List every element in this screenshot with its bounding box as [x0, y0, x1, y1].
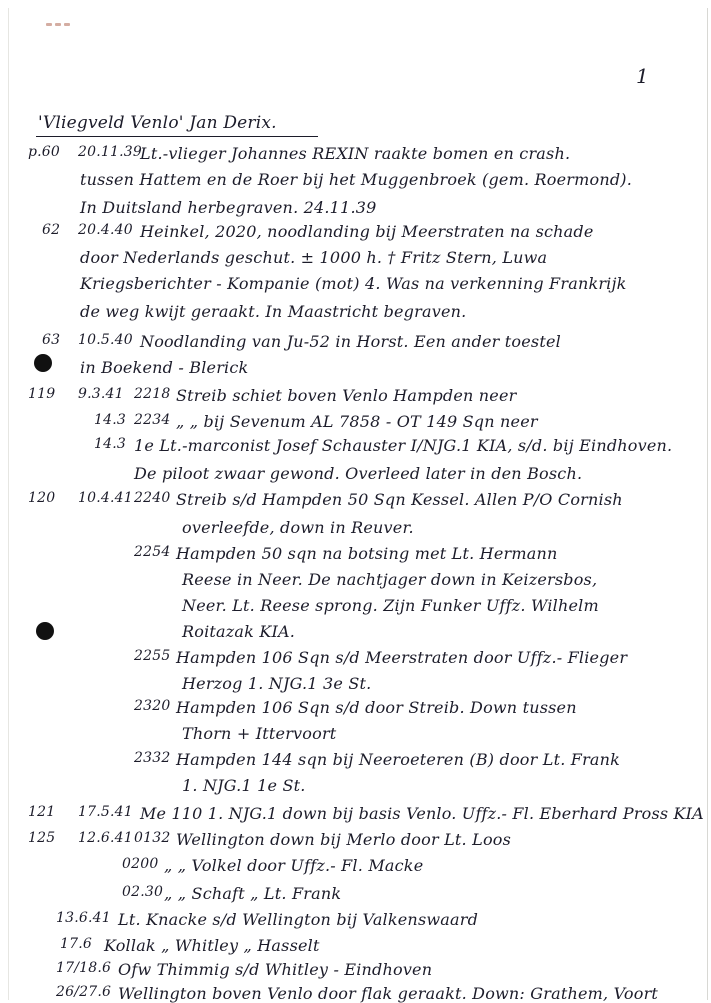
entry-text: 1. NJG.1 1e St.: [182, 776, 306, 795]
entry-date: 10.5.40: [78, 332, 133, 348]
entry-text: Kollak „ Whitley „ Hasselt: [104, 936, 320, 955]
entry-text: Streib schiet boven Venlo Hampden neer: [176, 386, 517, 405]
entry-date: 10.4.41: [78, 490, 133, 506]
title-underline: [36, 136, 318, 137]
entry-text: Reese in Neer. De nachtjager down in Keizersbos,: [182, 570, 598, 589]
entry-text: Thorn + Ittervoort: [182, 724, 337, 743]
entry-time: 2255: [134, 648, 171, 664]
punch-hole: [36, 622, 54, 640]
entry-text: tussen Hattem en de Roer bij het Muggenbroek (gem. Roermond).: [80, 170, 633, 189]
entry-text: Kriegsberichter - Kompanie (mot) 4. Was na verkenning Frankrijk: [80, 274, 627, 293]
entry-time: 2332: [134, 750, 171, 766]
page-title: 'Vliegveld Venlo' Jan Derix.: [38, 113, 277, 133]
entry-date: 12.6.41: [78, 830, 133, 846]
entry-date: 20.11.39: [78, 144, 142, 160]
entry-date: 13.6.41: [56, 910, 111, 926]
entry-text: Roitazak KIA.: [182, 622, 296, 641]
entry-text: 1e Lt.-marconist Josef Schauster I/NJG.1 KIA, s/d. bij Eindhoven.: [134, 436, 673, 455]
page-ref: 62: [42, 222, 61, 238]
entry-text: Streib s/d Hampden 50 Sqn Kessel. Allen P/O Cornish: [176, 490, 623, 509]
entry-date: 17.5.41: [78, 804, 133, 820]
entry-text: Lt.-vlieger Johannes REXIN raakte bomen en crash.: [140, 144, 571, 163]
page-ref: 121: [28, 804, 56, 820]
entry-text: overleefde, down in Reuver.: [182, 518, 414, 537]
entry-text: Hampden 144 sqn bij Neeroeteren (B) door Lt. Frank: [176, 750, 621, 769]
entry-text: Ofw Thimmig s/d Whitley - Eindhoven: [118, 960, 433, 979]
entry-date: 20.4.40: [78, 222, 133, 238]
entry-time: 0200: [122, 856, 159, 872]
entry-text: Heinkel, 2020, noodlanding bij Meerstraten na schade: [140, 222, 594, 241]
entry-text: Hampden 106 Sqn s/d door Streib. Down tussen: [176, 698, 577, 717]
entry-text: „ „ bij Sevenum AL 7858 - OT 149 Sqn neer: [176, 412, 538, 431]
entry-date: 9.3.41: [78, 386, 124, 402]
entry-text: In Duitsland herbegraven. 24.11.39: [80, 198, 377, 217]
entry-time: 2218: [134, 386, 171, 402]
page-ref: p.60: [28, 144, 61, 160]
entry-time: 2240: [134, 490, 171, 506]
entry-text: de weg kwijt geraakt. In Maastricht begraven.: [80, 302, 467, 321]
page-ref: 120: [28, 490, 56, 506]
page-ref: 119: [28, 386, 56, 402]
entry-text: De piloot zwaar gewond. Overleed later in den Bosch.: [134, 464, 583, 483]
entry-text: Wellington down bij Merlo door Lt. Loos: [176, 830, 512, 849]
entry-date: 17.6: [60, 936, 92, 952]
page-ref: 63: [42, 332, 61, 348]
entry-text: Noodlanding van Ju-52 in Horst. Een ander toestel: [140, 332, 561, 351]
entry-date: 14.3: [94, 436, 126, 452]
punch-hole: [34, 354, 52, 372]
page-ref: 125: [28, 830, 56, 846]
entry-text: „ „ Schaft „ Lt. Frank: [164, 884, 342, 903]
entry-text: Wellington boven Venlo door flak geraakt. Down: Grathem, Voort: [118, 984, 659, 1003]
entry-text: Neer. Lt. Reese sprong. Zijn Funker Uffz. Wilhelm: [182, 596, 599, 615]
page-number: 1: [636, 64, 649, 88]
entry-text: Me 110 1. NJG.1 down bij basis Venlo. Uffz.- Fl. Eberhard Pross KIA: [140, 804, 704, 823]
entry-time: 2234: [134, 412, 171, 428]
ink-mark: [46, 23, 70, 28]
entry-text: Lt. Knacke s/d Wellington bij Valkenswaard: [118, 910, 479, 929]
entry-text: „ „ Volkel door Uffz.- Fl. Macke: [164, 856, 424, 875]
entry-time: 02.30: [122, 884, 164, 900]
entry-date: 26/27.6: [56, 984, 112, 1000]
entry-date: 14.3: [94, 412, 126, 428]
entry-text: door Nederlands geschut. ± 1000 h. † Fritz Stern, Luwa: [80, 248, 548, 267]
entry-text: Herzog 1. NJG.1 3e St.: [182, 674, 372, 693]
entry-text: Hampden 106 Sqn s/d Meerstraten door Uffz.- Flieger: [176, 648, 628, 667]
entry-time: 2254: [134, 544, 171, 560]
entry-date: 17/18.6: [56, 960, 112, 976]
entry-time: 2320: [134, 698, 171, 714]
entry-text: in Boekend - Blerick: [80, 358, 249, 377]
entry-text: Hampden 50 sqn na botsing met Lt. Hermann: [176, 544, 558, 563]
entry-time: 0132: [134, 830, 171, 846]
